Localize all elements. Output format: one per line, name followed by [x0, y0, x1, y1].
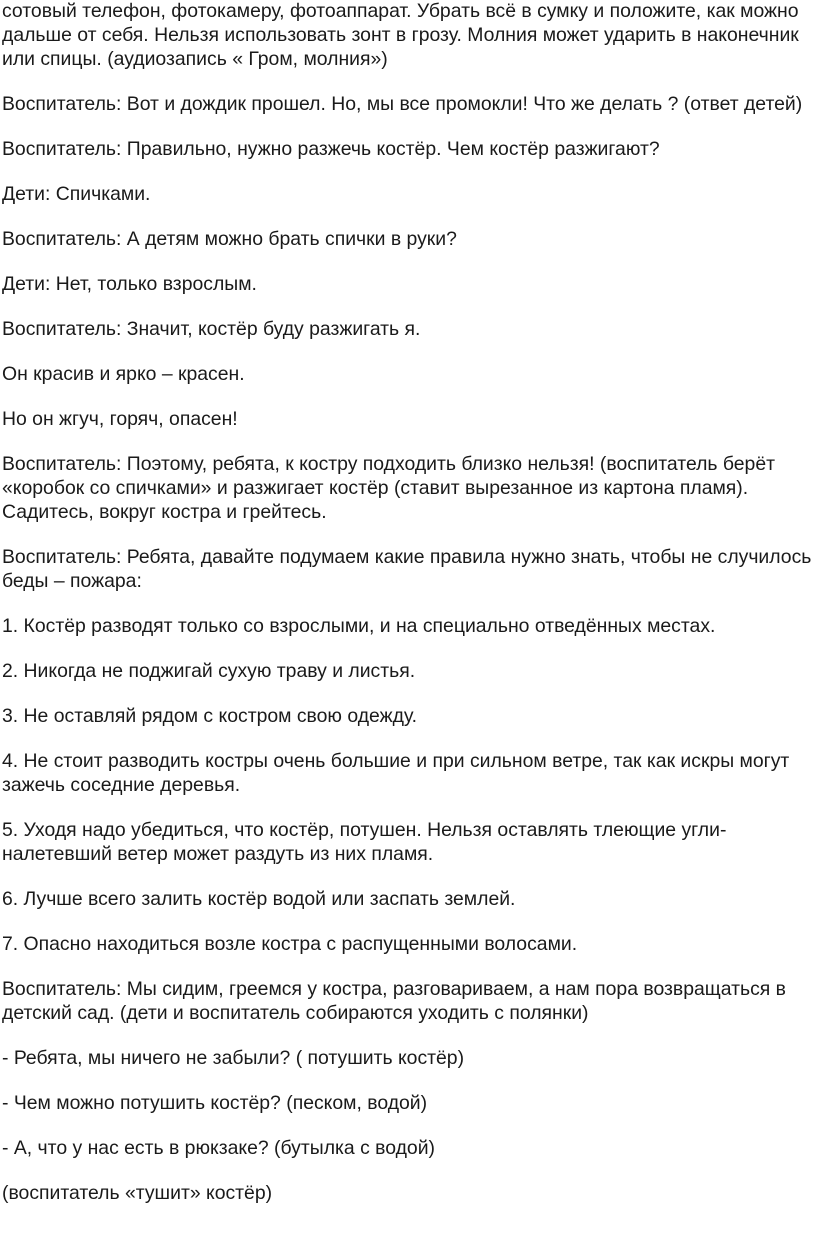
- paragraph-teacher-fire: Воспитатель: Правильно, нужно разжечь костёр. Чем костёр разжигают?: [2, 138, 660, 160]
- rule-item-7: 7. Опасно находиться возле костра с распущенными волосами.: [2, 933, 578, 955]
- paragraph-closing: (воспитатель «тушит» костёр): [2, 1182, 273, 1204]
- rule-item-6: 6. Лучше всего залить костёр водой или заспать землей.: [2, 888, 516, 910]
- paragraph-intro: сотовый телефон, фотокамеру, фотоаппарат. Убрать всё в сумку и положите, как можно дальше от себя. Нельзя использовать зонт в грозу. Молния может ударить в наконечник или спицы. (аудиозапись « Гром, молния»): [2, 0, 799, 70]
- rule-item-4: 4. Не стоит разводить костры очень большие и при сильном ветре, так как искры могут зажечь соседние деревья.: [2, 750, 790, 796]
- paragraph-teacher-lights: Воспитатель: Значит, костёр буду разжигать я.: [2, 318, 421, 340]
- dialog-line-3: - А, что у нас есть в рюкзаке? (бутылка с водой): [2, 1137, 436, 1159]
- rule-item-5: 5. Уходя надо убедиться, что костёр, потушен. Нельзя оставлять тлеющие угли- налетевший ветер может раздуть из них пламя.: [2, 819, 727, 865]
- rule-item-2: 2. Никогда не поджигай сухую траву и листья.: [2, 660, 416, 682]
- paragraph-children-answer: Дети: Нет, только взрослым.: [2, 273, 257, 295]
- paragraph-teacher-question: Воспитатель: А детям можно брать спички в руки?: [2, 228, 457, 250]
- dialog-line-1: - Ребята, мы ничего не забыли? ( потушить костёр): [2, 1047, 465, 1069]
- paragraph-verse-2: Но он жгуч, горяч, опасен!: [2, 408, 238, 430]
- dialog-line-2: - Чем можно потушить костёр? (песком, водой): [2, 1092, 428, 1114]
- paragraph-teacher-warning: Воспитатель: Поэтому, ребята, к костру подходить близко нельзя! (воспитатель берёт «коробок со спичками» и разжигает костёр (ставит вырезанное из картона пламя). Садитесь, вокруг костра и грейтесь.: [2, 453, 776, 523]
- paragraph-children-matches: Дети: Спичками.: [2, 183, 151, 205]
- rule-item-1: 1. Костёр разводят только со взрослыми, и на специально отведённых местах.: [2, 615, 716, 637]
- paragraph-teacher-rules-intro: Воспитатель: Ребята, давайте подумаем какие правила нужно знать, чтобы не случилось беды – пожара:: [2, 546, 812, 592]
- rule-item-3: 3. Не оставляй рядом с костром свою одежду.: [2, 705, 418, 727]
- paragraph-verse-1: Он красив и ярко – красен.: [2, 363, 245, 385]
- paragraph-teacher-return: Воспитатель: Мы сидим, греемся у костра, разговариваем, а нам пора возвращаться в детский сад. (дети и воспитатель собираются уходить с полянки): [2, 978, 786, 1024]
- paragraph-teacher-rain: Воспитатель: Вот и дождик прошел. Но, мы все промокли! Что же делать ? (ответ детей): [2, 93, 803, 115]
